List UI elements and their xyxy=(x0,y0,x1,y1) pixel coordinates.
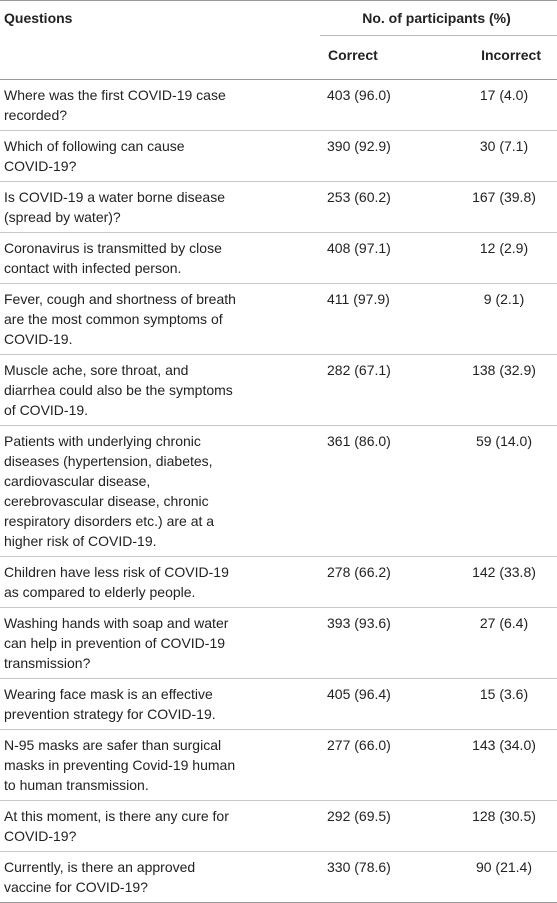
incorrect-cell: 138 (32.9) xyxy=(472,362,536,378)
question-text-line: as compared to elderly people. xyxy=(4,584,196,600)
incorrect-cell: 9 (2.1) xyxy=(483,291,525,307)
question-cell xyxy=(0,355,320,426)
table-row xyxy=(0,557,557,608)
question-text-line: Coronavirus is transmitted by close xyxy=(4,240,222,256)
question-cell xyxy=(0,426,320,557)
question-text-line: respiratory disorders etc.) are at a xyxy=(4,513,215,529)
question-text-line: Washing hands with soap and water xyxy=(4,615,229,631)
question-text-line: contact with infected person. xyxy=(4,260,182,276)
questions-header: Questions xyxy=(4,10,73,26)
correct-cell: 405 (96.4) xyxy=(327,686,391,702)
incorrect-cell: 142 (33.8) xyxy=(472,564,536,580)
question-text-line: At this moment, is there any cure for xyxy=(4,808,229,824)
question-text-line: diseases (hypertension, diabetes, xyxy=(4,453,213,469)
correct-cell: 292 (69.5) xyxy=(327,808,391,824)
questions-header-spacer xyxy=(0,36,320,80)
question-text-line: Children have less risk of COVID-19 xyxy=(4,564,229,580)
question-text-line: COVID-19? xyxy=(4,828,77,844)
table-body xyxy=(0,80,557,903)
question-text-line: Fever, cough and shortness of breath xyxy=(4,291,236,307)
participants-group-header: No. of participants (%) xyxy=(320,1,557,36)
correct-cell: 408 (97.1) xyxy=(327,240,391,256)
question-text-line: Wearing face mask is an effective xyxy=(4,686,213,702)
incorrect-cell: 90 (21.4) xyxy=(475,859,533,875)
question-text-line: vaccine for COVID-19? xyxy=(4,879,148,895)
question-text-line: diarrhea could also be the symptoms xyxy=(4,382,233,398)
table-row xyxy=(0,182,557,233)
table-header xyxy=(0,1,557,80)
incorrect-cell: 27 (6.4) xyxy=(479,615,529,631)
incorrect-cell: 15 (3.6) xyxy=(479,686,529,702)
table-row xyxy=(0,852,557,903)
correct-cell: 390 (92.9) xyxy=(327,138,391,154)
question-text-line: can help in prevention of COVID-19 xyxy=(4,635,226,651)
table-row xyxy=(0,233,557,284)
table-row xyxy=(0,426,557,557)
incorrect-cell: 167 (39.8) xyxy=(472,189,536,205)
question-text-line: Patients with underlying chronic xyxy=(4,433,201,449)
correct-header: Correct xyxy=(328,47,378,63)
question-text-line: masks in preventing Covid-19 human xyxy=(4,757,236,773)
incorrect-cell: 143 (34.0) xyxy=(472,737,536,753)
question-cell xyxy=(0,852,320,903)
header-row-top xyxy=(0,1,557,36)
question-cell xyxy=(0,233,320,284)
incorrect-cell: 128 (30.5) xyxy=(472,808,536,824)
correct-cell: 411 (97.9) xyxy=(327,291,390,307)
question-cell xyxy=(0,801,320,852)
correct-cell: 393 (93.6) xyxy=(327,615,391,631)
correct-cell: 253 (60.2) xyxy=(327,189,391,205)
question-text-line: cardiovascular disease, xyxy=(4,473,151,489)
question-text-line: recorded? xyxy=(4,107,68,123)
question-text-line: higher risk of COVID-19. xyxy=(4,533,157,549)
table-row xyxy=(0,80,557,131)
table-row xyxy=(0,679,557,730)
table-row xyxy=(0,801,557,852)
question-text-line: Currently, is there an approved xyxy=(4,859,196,875)
question-cell xyxy=(0,679,320,730)
question-text-line: (spread by water)? xyxy=(4,209,121,225)
incorrect-cell: 30 (7.1) xyxy=(479,138,529,154)
correct-cell: 277 (66.0) xyxy=(327,737,391,753)
question-cell xyxy=(0,182,320,233)
table-row xyxy=(0,131,557,182)
question-text-line: Is COVID-19 a water borne disease xyxy=(4,189,225,205)
question-text-line: cerebrovascular disease, chronic xyxy=(4,493,209,509)
question-cell xyxy=(0,730,320,801)
question-text-line: Which of following can cause xyxy=(4,138,185,154)
question-text-line: are the most common symptoms of xyxy=(4,311,223,327)
correct-cell: 330 (78.6) xyxy=(327,859,391,875)
question-cell xyxy=(0,80,320,131)
incorrect-cell: 17 (4.0) xyxy=(479,87,529,103)
question-text-line: Where was the first COVID-19 case xyxy=(4,87,226,103)
correct-cell: 361 (86.0) xyxy=(327,433,391,449)
correct-cell: 282 (67.1) xyxy=(327,362,391,378)
question-text-line: COVID-19. xyxy=(4,331,73,347)
question-cell xyxy=(0,131,320,182)
incorrect-header: Incorrect xyxy=(481,47,541,63)
question-text-line: transmission? xyxy=(4,655,91,671)
table-row xyxy=(0,355,557,426)
correct-cell: 403 (96.0) xyxy=(327,87,391,103)
question-cell xyxy=(0,608,320,679)
table-row xyxy=(0,284,557,355)
table-row xyxy=(0,730,557,801)
question-cell xyxy=(0,284,320,355)
question-text-line: N-95 masks are safer than surgical xyxy=(4,737,222,753)
question-text-line: prevention strategy for COVID-19. xyxy=(4,706,216,722)
table-row xyxy=(0,608,557,679)
question-text-line: to human transmission. xyxy=(4,777,149,793)
question-text-line: of COVID-19. xyxy=(4,402,89,418)
incorrect-cell: 12 (2.9) xyxy=(479,240,529,256)
incorrect-cell: 59 (14.0) xyxy=(475,433,533,449)
header-row-sub xyxy=(0,36,557,80)
question-cell xyxy=(0,557,320,608)
correct-cell: 278 (66.2) xyxy=(327,564,391,580)
question-text-line: Muscle ache, sore throat, and xyxy=(4,362,189,378)
question-text-line: COVID-19? xyxy=(4,158,77,174)
